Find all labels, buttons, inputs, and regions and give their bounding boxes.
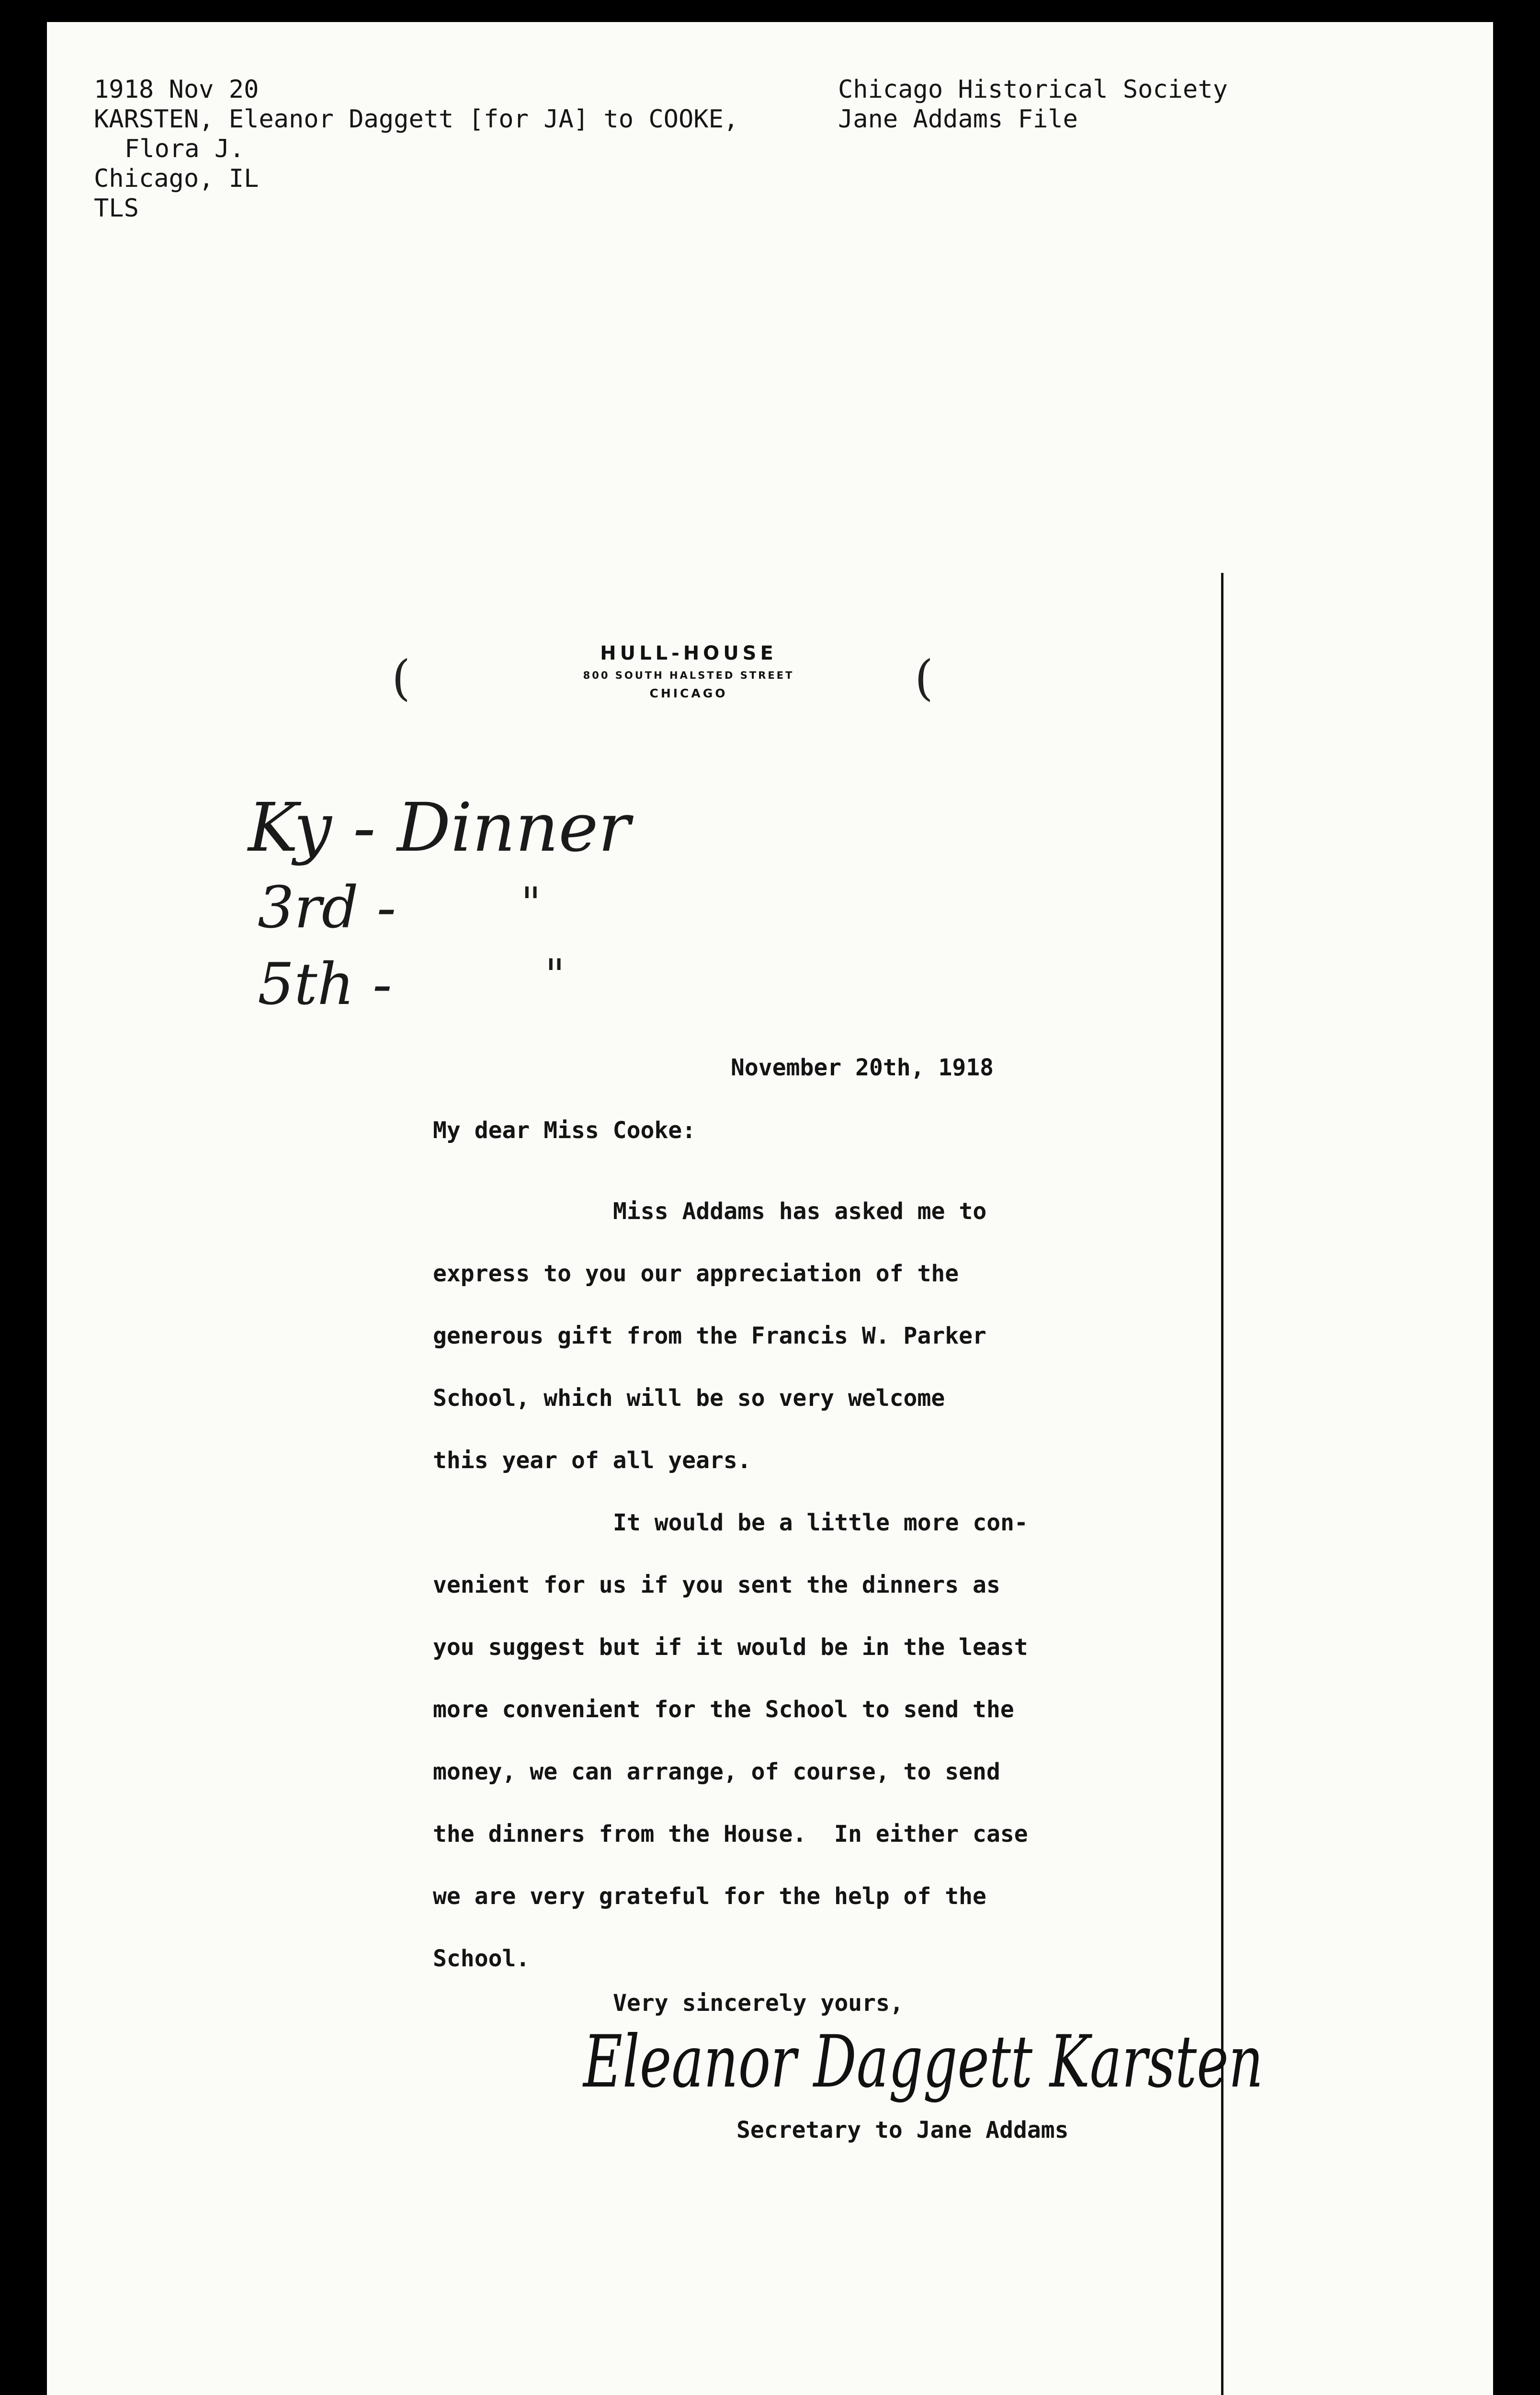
letter-line: generous gift from the Francis W. Parker bbox=[433, 1323, 986, 1349]
archive-source bbox=[838, 75, 1228, 134]
handwritten-signature bbox=[583, 2005, 1282, 2206]
letter-line: venient for us if you sent the dinners as bbox=[433, 1572, 1000, 1598]
annotation-line-1: Ky - Dinner bbox=[248, 789, 631, 867]
citation-correspondents: KARSTEN, Eleanor Daggett [for JA] to COOKE, bbox=[94, 105, 739, 134]
annotation-line-3: 5th - bbox=[258, 951, 392, 1018]
letter-line: you suggest but if it would be in the least bbox=[433, 1634, 1028, 1661]
letterhead-street: 800 SOUTH HALSTED STREET bbox=[583, 670, 794, 681]
letter-closing: Very sincerely yours, bbox=[613, 1990, 904, 2017]
letterhead-city: CHICAGO bbox=[649, 686, 728, 700]
letter-page bbox=[47, 22, 1493, 2395]
letter-line: we are very grateful for the help of the bbox=[433, 1883, 986, 1910]
signature-text: Eleanor Daggett Karsten bbox=[582, 2020, 1263, 2104]
letter-line: this year of all years. bbox=[433, 1447, 751, 1474]
letter-line: more convenient for the School to send the bbox=[433, 1696, 1014, 1723]
citation-place: Chicago, IL bbox=[94, 164, 259, 193]
annotation-ditto-1: " bbox=[521, 878, 541, 928]
letter-line: School. bbox=[433, 1945, 530, 1972]
citation-recipient-name: Flora J. bbox=[125, 135, 245, 163]
source-file: Jane Addams File bbox=[838, 105, 1078, 134]
handwritten-annotation bbox=[238, 779, 669, 1047]
letter-line: the dinners from the House. In either case bbox=[433, 1821, 1028, 1848]
letter-salutation: My dear Miss Cooke: bbox=[433, 1117, 696, 1144]
signer-title: Secretary to Jane Addams bbox=[736, 2117, 1069, 2144]
letter-line: School, which will be so very welcome bbox=[433, 1385, 945, 1412]
right-bracket-mark: ( bbox=[915, 650, 934, 706]
letterhead bbox=[540, 641, 837, 702]
letter-date: November 20th, 1918 bbox=[731, 1054, 994, 1081]
citation-doc-type: TLS bbox=[94, 194, 139, 223]
letter-line: Miss Addams has asked me to bbox=[613, 1198, 987, 1225]
left-bracket-mark: ( bbox=[392, 650, 411, 706]
annotation-ditto-2: " bbox=[545, 950, 565, 1000]
archive-citation bbox=[94, 75, 738, 223]
letter-line: It would be a little more con- bbox=[613, 1509, 1028, 1536]
annotation-line-2: 3rd - bbox=[258, 875, 396, 941]
letter-paragraph-1 bbox=[433, 1180, 986, 1492]
letterhead-name: HULL-HOUSE bbox=[600, 642, 777, 664]
source-institution: Chicago Historical Society bbox=[838, 75, 1228, 104]
letter-line: money, we can arrange, of course, to send bbox=[433, 1758, 1000, 1785]
letter-line: express to you our appreciation of the bbox=[433, 1260, 959, 1287]
letter-paragraph-2 bbox=[433, 1492, 1028, 1990]
citation-date: 1918 Nov 20 bbox=[94, 75, 259, 104]
